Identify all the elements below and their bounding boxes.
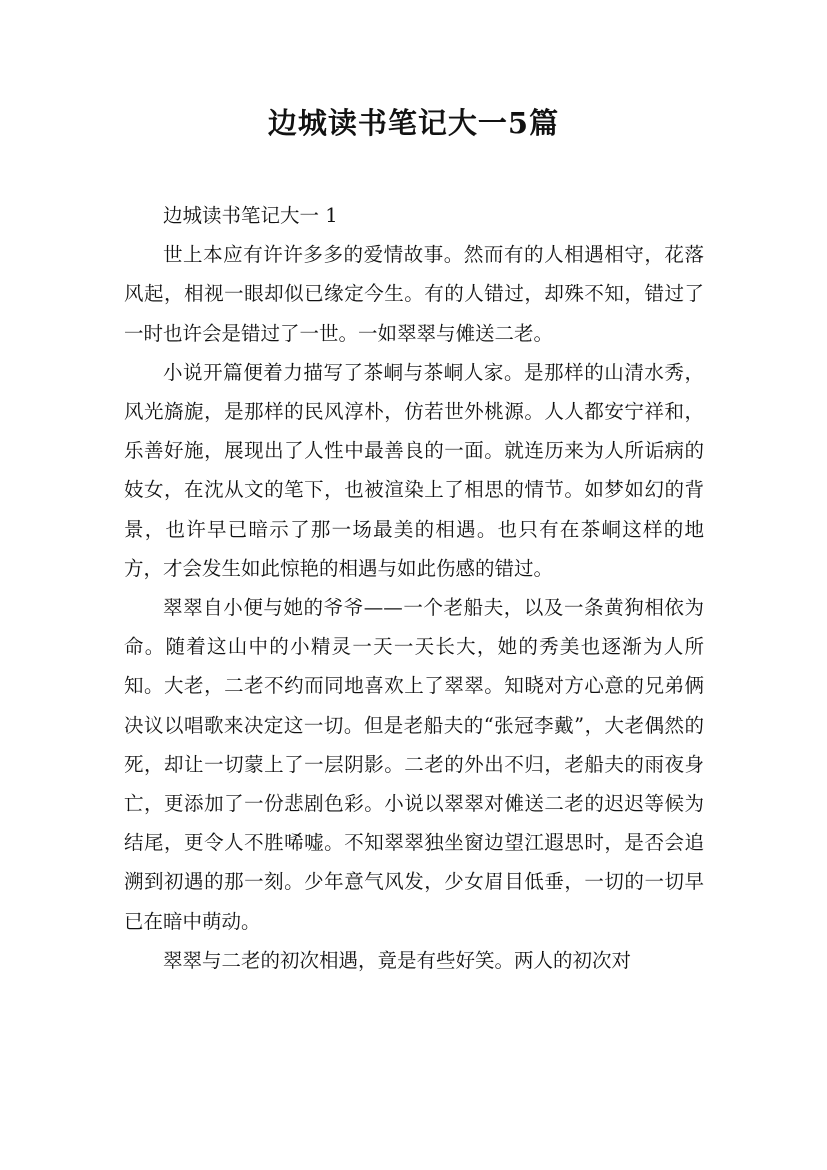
section-heading: 边城读书笔记大一 1	[163, 204, 338, 227]
paragraph: 翠翠与二老的初次相遇，竟是有些好笑。两人的初次对	[163, 948, 632, 972]
document-body	[124, 196, 704, 980]
paragraph: 翠翠自小便与她的爷爷——一个老船夫，以及一条黄狗相依为命。随着这山中的小精灵一天一天长大，她的秀美也逐渐为人所知。大老，二老不约而同地喜欢上了翠翠。知晓对方心意的兄弟俩决议以唱歌来决定这一切。但是老船夫的“张冠李戴”，大老偶然的死，却让一切蒙上了一层阴影。二老的外出不归，老船夫的雨夜身亡，更添加了一份悲剧色彩。小说以翠翠对傩送二老的迟迟等候为结尾，更令人不胜唏嘘。不知翠翠独坐窗边望江遐思时，是否会追溯到初遇的那一刻。少年意气风发，少女眉目低垂，一切的一切早已在暗中萌动。	[124, 596, 704, 933]
document-title: 边城读书笔记大一5篇	[267, 106, 560, 140]
paragraph: 小说开篇便着力描写了茶峒与茶峒人家。是那样的山清水秀，风光旖旎，是那样的民风淳朴，仿若世外桃源。人人都安宁祥和，乐善好施，展现出了人性中最善良的一面。就连历来为人所诟病的妓女，在沈从文的笔下，也被渲染上了相思的情节。如梦如幻的背景，也许早已暗示了那一场最美的相遇。也只有在茶峒这样的地方，才会发生如此惊艳的相遇与如此伤感的错过。	[124, 360, 704, 580]
paragraph: 世上本应有许许多多的爱情故事。然而有的人相遇相守，花落风起，相视一眼却似已缘定今生。有的人错过，却殊不知，错过了一时也许会是错过了一世。一如翠翠与傩送二老。	[124, 243, 704, 345]
